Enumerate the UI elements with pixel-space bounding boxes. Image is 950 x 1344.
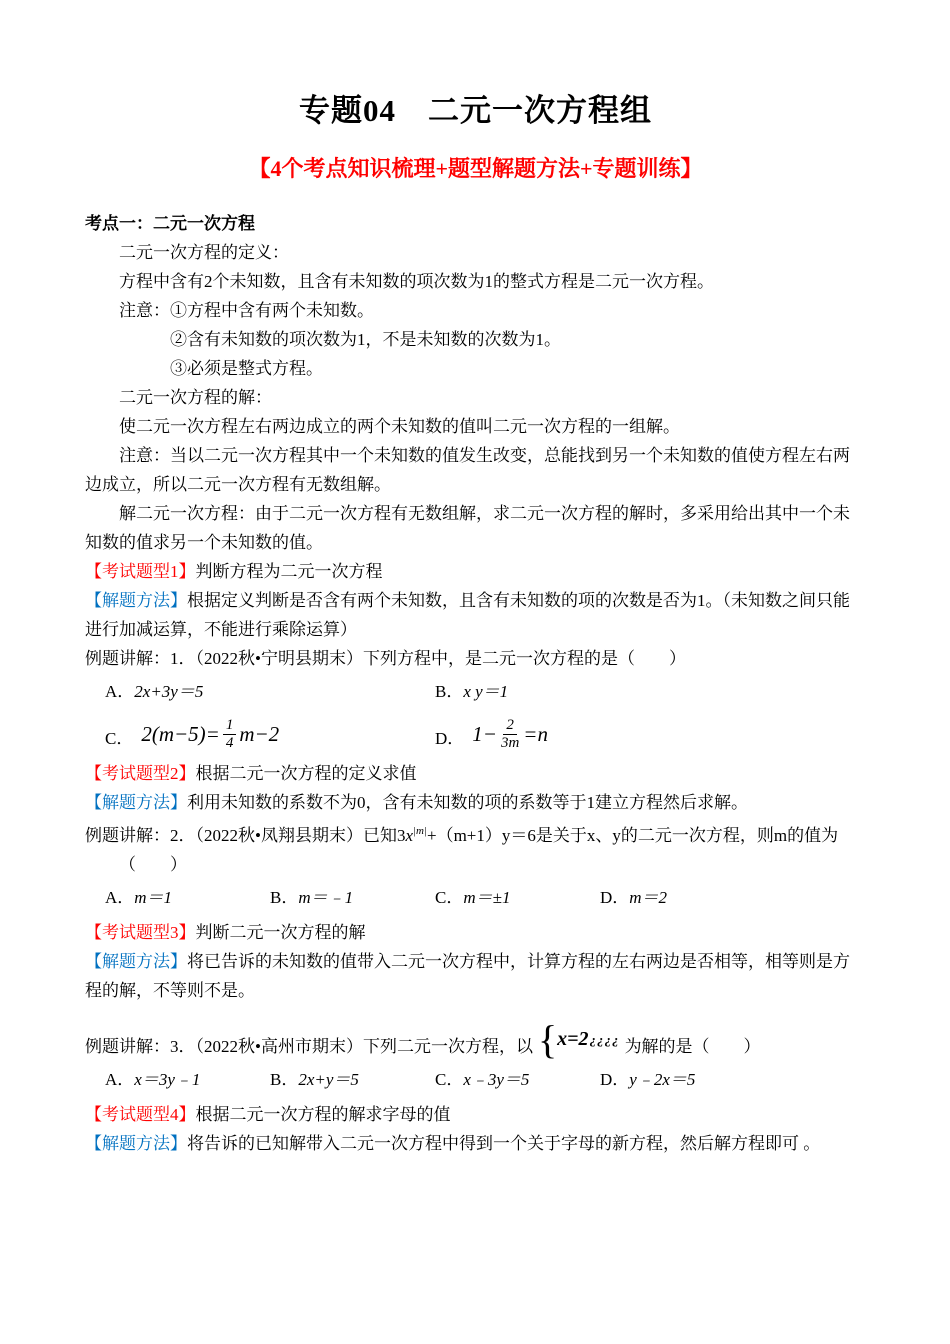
exam-type-4-line (85, 1100, 866, 1129)
method-3-tag: 【解题方法】 (85, 951, 187, 971)
exam-type-4-tag: 【考试题型4】 (85, 1104, 196, 1124)
fraction (223, 717, 237, 753)
note-line-3: ③必须是整式方程。 (170, 359, 323, 378)
q2-option-c-label: C． (435, 887, 464, 907)
page-title: 专题04 二元一次方程组 (299, 93, 652, 128)
formula-option-c (141, 716, 279, 753)
q3-option-d (600, 1065, 765, 1094)
method-3-line (85, 947, 866, 1005)
example-2-blank-parens: （ ） (119, 854, 187, 874)
solution-text: 使二元一次方程左右两边成立的两个未知数的值叫二元一次方程的一组解。 (119, 417, 680, 436)
note-line-2: ②含有未知数的项次数为1，不是未知数的次数为1。 (170, 330, 561, 349)
method-4-tag: 【解题方法】 (85, 1133, 187, 1153)
example-2-pre: 例题讲解：2．（2022秋•凤翔县期末）已知3 (85, 825, 406, 845)
q1-option-c-label: C． (105, 728, 134, 748)
q2-option-d-label: D． (600, 887, 630, 907)
q3-option-b (270, 1065, 435, 1094)
q1-options-row-2 (85, 716, 866, 753)
q2-option-a (105, 883, 270, 912)
exam-type-3-tag: 【考试题型3】 (85, 922, 196, 942)
exam-type-1-tag: 【考试题型1】 (85, 562, 196, 581)
q1-options-row-1 (85, 677, 866, 706)
q1-option-b-label: B． (435, 682, 464, 701)
q2-options-row (85, 883, 866, 912)
fraction (500, 717, 520, 753)
q1-option-d-label: D． (435, 728, 465, 748)
q2-option-a-label: A． (105, 887, 135, 907)
q3-option-a-text: x＝3y﹣1 (134, 1069, 201, 1089)
q3-options-row (85, 1065, 866, 1094)
example-3-pre: 例题讲解：3．（2022秋•高州市期末）下列二元一次方程，以 (85, 1036, 533, 1056)
system-broken-tail: ¿¿¿¿ (589, 1032, 620, 1047)
formula-d-left: 1− (472, 721, 497, 746)
formula-option-d (472, 716, 548, 753)
method-2-text: 利用未知数的系数不为0，含有未知数的项的系数等于1建立方程然后求解。 (187, 792, 748, 812)
variable-x: x (405, 825, 413, 845)
example-3-post: 为解的是（ ） (624, 1036, 761, 1056)
example-2-text (85, 817, 866, 850)
denominator: 4 (225, 735, 234, 752)
q2-option-c-text: m＝±1 (463, 887, 511, 907)
q3-option-a-label: A． (105, 1069, 135, 1089)
example-2-post: +（m+1）y＝6是关于x、y的二元一次方程，则m的值为 (427, 825, 839, 845)
exam-type-4-title: 根据二元一次方程的解求字母的值 (195, 1104, 451, 1124)
q1-option-c (105, 716, 435, 753)
formula-c-left: 2(m−5)= (141, 721, 220, 746)
left-brace: { (537, 1016, 558, 1062)
method-1-tag: 【解题方法】 (85, 591, 187, 610)
q3-option-b-label: B． (270, 1069, 299, 1089)
q2-option-b-text: m＝﹣1 (298, 887, 354, 907)
q2-option-c (435, 883, 600, 912)
method-4-line (85, 1129, 866, 1158)
method-2-tag: 【解题方法】 (85, 792, 187, 812)
example-1-text: 例题讲解：1．（2022秋•宁明县期末）下列方程中，是二元一次方程的是（ ） (85, 649, 686, 668)
q1-option-d (435, 716, 765, 753)
exam-type-2-line (85, 759, 866, 788)
q2-option-a-text: m＝1 (134, 887, 173, 907)
q2-option-b-label: B． (270, 887, 299, 907)
q1-option-a-label: A． (105, 682, 135, 701)
numerator: 1 (223, 717, 237, 735)
method-2-line (85, 788, 866, 817)
formula-c-right: m−2 (239, 721, 280, 746)
q1-option-b-text: x y＝1 (463, 682, 509, 701)
q3-option-a (105, 1065, 270, 1094)
method-1-text: 根据定义判断是否含有两个未知数，且含有未知数的项的次数是否为1。（未知数之间只能进行加减运算，不能进行乘除运算） (85, 591, 850, 639)
exam-type-3-title: 判断二元一次方程的解 (195, 922, 366, 942)
denominator: 3m (500, 735, 520, 752)
q1-option-b (435, 677, 765, 706)
q3-option-c (435, 1065, 600, 1094)
example-3-text (85, 1015, 866, 1061)
q2-option-b (270, 883, 435, 912)
solution-label: 二元一次方程的解： (119, 388, 272, 407)
definition-text: 方程中含有2个未知数，且含有未知数的项次数为1的整式方程是二元一次方程。 (119, 272, 714, 291)
section-heading: 考点一：二元一次方程 (85, 214, 255, 233)
solution-note: 注意：当以二元一次方程其中一个未知数的值发生改变，总能找到另一个未知数的值使方程左右两边成立，所以二元一次方程有无数组解。 (85, 446, 850, 494)
exam-type-1-title: 判断方程为二元一次方程 (195, 562, 383, 581)
q2-option-d-text: m＝2 (629, 887, 668, 907)
system-solution-formula (538, 1017, 620, 1063)
page-subtitle: 【4个考点知识梳理+题型解题方法+专题训练】 (248, 156, 703, 181)
exam-type-1-line (85, 557, 866, 586)
exam-type-3-line (85, 918, 866, 947)
q3-option-c-label: C． (435, 1069, 464, 1089)
system-body: x=2 (557, 1028, 589, 1050)
q1-option-a (105, 677, 435, 706)
q1-option-a-text: 2x+3y＝5 (134, 682, 204, 701)
exam-type-2-tag: 【考试题型2】 (85, 763, 196, 783)
solving-text: 解二元一次方程：由于二元一次方程有无数组解，求二元一次方程的解时，多采用给出其中一个未知数的值求另一个未知数的值。 (85, 504, 850, 552)
note-line-1: 注意：①方程中含有两个未知数。 (119, 301, 374, 320)
definition-label: 二元一次方程的定义： (119, 243, 289, 262)
method-1-line (85, 586, 866, 644)
q3-option-c-text: x﹣3y＝5 (463, 1069, 530, 1089)
formula-d-right: =n (523, 721, 548, 746)
q3-option-d-text: y﹣2x＝5 (629, 1069, 696, 1089)
q2-option-d (600, 883, 765, 912)
q3-option-d-label: D． (600, 1069, 630, 1089)
q3-option-b-text: 2x+y＝5 (298, 1069, 359, 1089)
exam-type-2-title: 根据二元一次方程的定义求值 (195, 763, 417, 783)
numerator: 2 (503, 717, 517, 735)
method-3-text: 将已告诉的未知数的值带入二元一次方程中，计算方程的左右两边是否相等，相等则是方程的解，不等则不是。 (85, 951, 850, 1000)
exponent-abs-m: |m| (413, 824, 427, 837)
method-4-text: 将告诉的已知解带入二元一次方程中得到一个关于字母的新方程，然后解方程即可 。 (187, 1133, 821, 1153)
